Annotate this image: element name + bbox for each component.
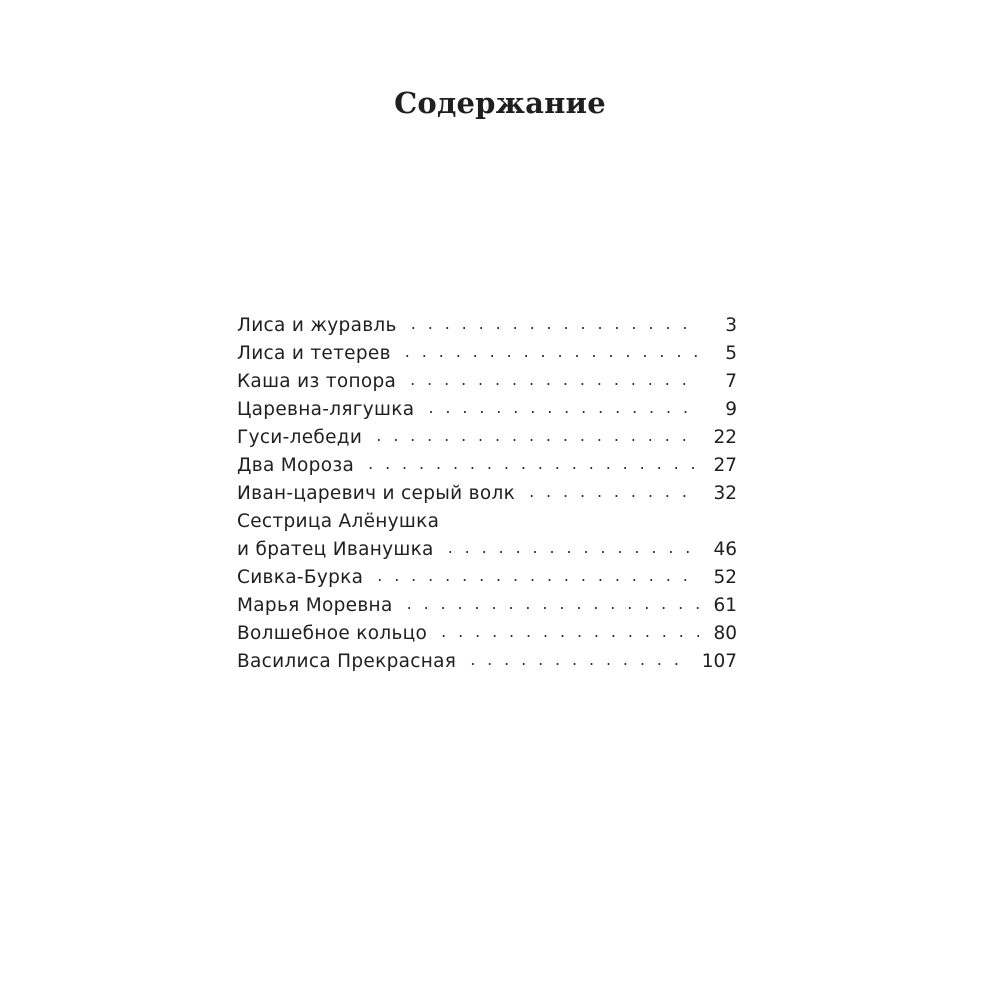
- dot-leader: [377, 562, 699, 590]
- toc-page-number: 3: [725, 315, 737, 336]
- toc-entry-title: Гуси-лебеди: [237, 427, 363, 448]
- toc-row: [237, 396, 737, 424]
- dot-leader: [529, 478, 699, 506]
- toc-entry-title: Каша из топора: [237, 371, 397, 392]
- toc-row: [237, 648, 737, 676]
- toc-page-number: 22: [713, 427, 737, 448]
- dot-leader: [405, 338, 699, 366]
- toc-page-number: 32: [713, 483, 737, 504]
- toc-entry-title: Марья Моревна: [237, 595, 393, 616]
- dot-leader: [376, 422, 699, 450]
- table-of-contents: [237, 312, 737, 676]
- toc-row: [237, 480, 737, 508]
- toc-entry-title: Волшебное кольцо: [237, 623, 428, 644]
- toc-page-number: 9: [725, 399, 737, 420]
- dot-leader: [407, 590, 699, 618]
- toc-entry-title: Иван-царевич и серый волк: [237, 483, 516, 504]
- toc-entry: [237, 368, 737, 396]
- toc-row: [237, 452, 737, 480]
- page-title: Содержание: [394, 86, 606, 120]
- toc-entry-title: Сивка-Бурка: [237, 567, 364, 588]
- toc-row: [237, 592, 737, 620]
- toc-row: [237, 564, 737, 592]
- toc-entry: [237, 396, 737, 424]
- toc-row: [237, 368, 737, 396]
- toc-entry: [237, 592, 737, 620]
- toc-page-number: 5: [725, 343, 737, 364]
- toc-row: [237, 340, 737, 368]
- toc-page-number: 61: [713, 595, 737, 616]
- toc-page-number: 80: [713, 623, 737, 644]
- toc-entry-title: Лиса и журавль: [237, 315, 397, 336]
- dot-leader: [441, 618, 699, 646]
- toc-page-number: 46: [713, 539, 737, 560]
- toc-entry: [237, 480, 737, 508]
- toc-page-number: 52: [713, 567, 737, 588]
- toc-row: [237, 536, 737, 564]
- toc-entry: [237, 424, 737, 452]
- toc-entry-title: Царевна-лягушка: [237, 399, 415, 420]
- toc-page-number: 7: [725, 371, 737, 392]
- toc-entry: [237, 564, 737, 592]
- toc-entry-title: Лиса и тетерев: [237, 343, 391, 364]
- toc-entry: [237, 340, 737, 368]
- dot-leader: [411, 310, 699, 338]
- toc-row: [237, 312, 737, 340]
- toc-entry-title-line-2: и братец Иванушка: [237, 539, 434, 560]
- dot-leader: [428, 394, 699, 422]
- toc-entry: [237, 508, 737, 564]
- toc-entry: [237, 620, 737, 648]
- toc-row: [237, 620, 737, 648]
- toc-entry-title: Два Мороза: [237, 455, 355, 476]
- toc-page-number: 107: [701, 651, 737, 672]
- dot-leader: [448, 534, 699, 562]
- dot-leader: [368, 450, 699, 478]
- toc-entry: [237, 312, 737, 340]
- dot-leader: [410, 366, 699, 394]
- toc-entry-title: Василиса Прекрасная: [237, 651, 457, 672]
- dot-leader: [470, 646, 692, 674]
- toc-entry: [237, 648, 737, 676]
- toc-entry: [237, 452, 737, 480]
- toc-entry-title-line-1: Сестрица Алёнушка: [237, 511, 440, 532]
- toc-row: [237, 424, 737, 452]
- toc-page-number: 27: [713, 455, 737, 476]
